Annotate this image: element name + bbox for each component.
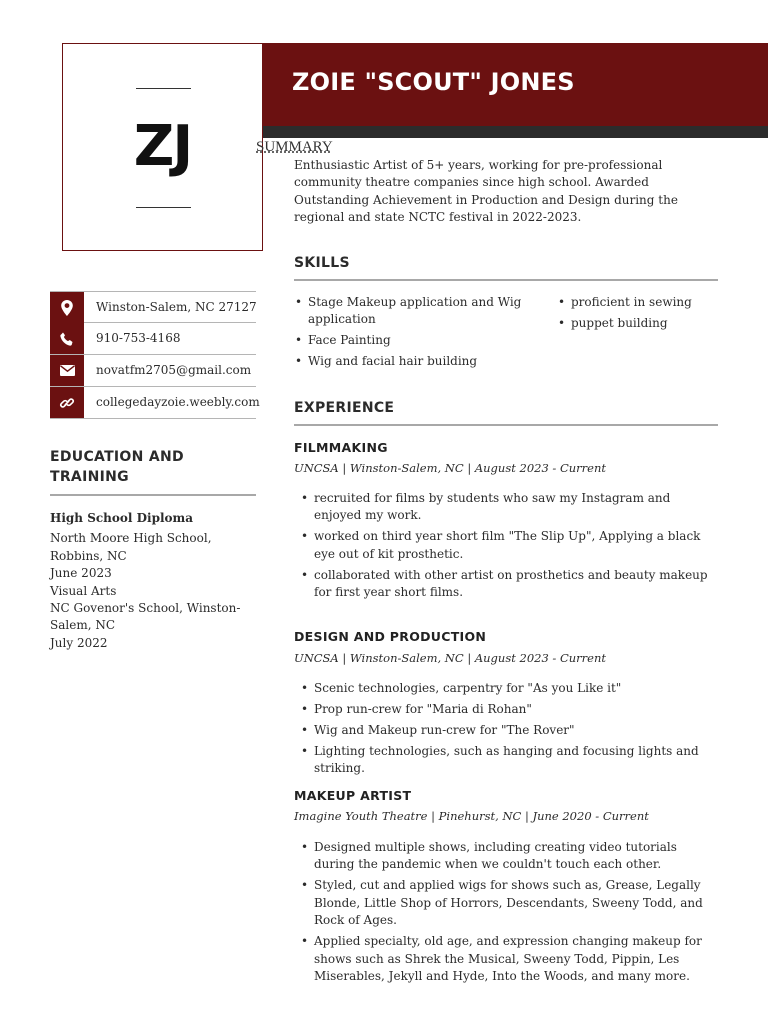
list-item: • Prop run-crew for "Maria di Rohan" (300, 701, 718, 718)
job-meta: UNCSA | Winston-Salem, NC | August 2023 - Current (294, 461, 606, 475)
education-block (50, 510, 256, 652)
contact-row-location (50, 291, 256, 323)
job-bullets (300, 490, 718, 605)
education-degree: High School Diploma (50, 511, 194, 525)
list-item: • Stage Makeup application and Wig application (294, 294, 534, 329)
job-bullets (300, 680, 718, 781)
list-item: • Wig and facial hair building (294, 353, 534, 370)
list-item: • Styled, cut and applied wigs for shows such as, Grease, Legally Blonde, Little Shop of Horrors, Descendants, Sweeny Todd, and Rock of Ages. (300, 877, 718, 929)
job-meta: Imagine Youth Theatre | Pinehurst, NC | June 2020 - Current (294, 809, 649, 823)
education-line: North Moore High School, Robbins, NC (50, 531, 212, 563)
envelope-icon (50, 355, 84, 386)
skills-heading: SKILLS (294, 255, 350, 271)
list-item: • worked on third year short film "The Slip Up", Applying a black eye out of kit prosthetic. (300, 528, 718, 563)
contact-phone: 910-753-4168 (96, 331, 181, 345)
skills-rule (294, 279, 718, 281)
contact-row-email (50, 355, 256, 387)
list-item: • Lighting technologies, such as hanging and focusing lights and striking. (300, 743, 718, 778)
education-line: July 2022 (50, 635, 108, 650)
list-item: • Wig and Makeup run-crew for "The Rover" (300, 722, 718, 739)
education-heading: EDUCATION AND TRAINING (50, 449, 184, 485)
list-item: • Scenic technologies, carpentry for "As you Like it" (300, 680, 718, 697)
list-item: • proficient in sewing (557, 294, 717, 311)
list-item: • puppet building (557, 315, 717, 332)
list-item: • collaborated with other artist on prosthetics and beauty makeup for first year short films. (300, 567, 718, 602)
contact-website[interactable]: collegedayzoie.weebly.com (96, 395, 260, 409)
list-item: • Designed multiple shows, including creating video tutorials during the pandemic when we couldn't touch each other. (300, 839, 718, 874)
summary-text: Enthusiastic Artist of 5+ years, working for pre-professional community theatre companies since high school. Awarded Outstanding Achievement in Production and Design during the regional and state NCTC festival in 2022-2023. (294, 158, 678, 225)
monogram-divider-bottom (136, 207, 191, 208)
education-line: NC Govenor's School, Winston-Salem, NC (50, 601, 241, 633)
phone-icon (50, 323, 84, 354)
contact-email[interactable]: novatfm2705@gmail.com (96, 363, 252, 377)
skills-list-left (294, 294, 534, 374)
monogram-divider-top (136, 88, 191, 89)
contact-row-phone (50, 323, 256, 355)
experience-rule (294, 424, 718, 426)
contact-list (50, 291, 260, 419)
job-title: DESIGN AND PRODUCTION (294, 629, 487, 644)
education-line: Visual Arts (50, 583, 117, 598)
job-title: FILMMAKING (294, 440, 388, 455)
skills-list-right (557, 294, 717, 336)
list-item: • Applied specialty, old age, and expression changing makeup for shows such as Shrek the Musical, Sweeny Todd, Pippin, Les Miserables, Jekyll and Hyde, Into the Woods, and many more. (300, 933, 718, 985)
monogram-box (62, 43, 263, 251)
monogram: ZJ (133, 114, 192, 179)
summary-link[interactable]: SUMMARY (256, 139, 333, 155)
experience-heading: EXPERIENCE (294, 400, 395, 416)
contact-row-website (50, 387, 260, 419)
candidate-name: ZOIE "SCOUT" JONES (292, 68, 575, 96)
job-title: MAKEUP ARTIST (294, 788, 412, 803)
education-line: June 2023 (50, 566, 112, 581)
link-icon (50, 387, 84, 418)
list-item: • Face Painting (294, 332, 534, 349)
list-item: • recruited for films by students who saw my Instagram and enjoyed my work. (300, 490, 718, 525)
header-dark-band (256, 126, 768, 138)
location-pin-icon (50, 292, 84, 323)
job-bullets (300, 839, 718, 989)
job-meta: UNCSA | Winston-Salem, NC | August 2023 - Current (294, 651, 606, 665)
education-rule (50, 494, 256, 496)
contact-location: Winston-Salem, NC 27127 (96, 300, 257, 314)
